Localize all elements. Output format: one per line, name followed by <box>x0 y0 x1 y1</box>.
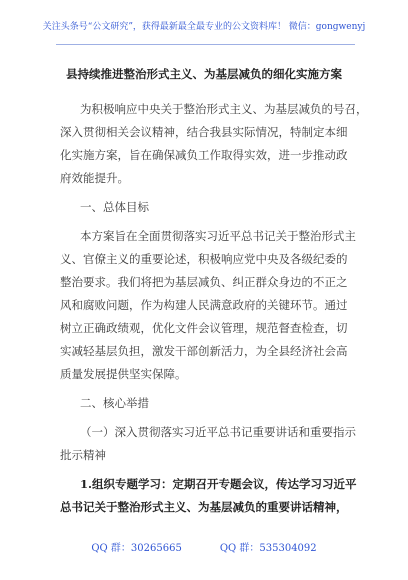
footer-qq-group-2: QQ 群：535304092 <box>219 543 317 554</box>
footer-qq-group-1: QQ 群：30265665 <box>91 543 182 554</box>
subsection-heading: （一）深入贯彻落实习近平总书记重要讲话和重要指示 <box>80 425 356 439</box>
bold-item: 总书记关于整治形式主义、为基层减负的重要讲话精神， <box>60 500 348 514</box>
header-banner: 关注头条号“公文研究”，获得最新最全最专业的公文资料库！ 微信：gongwenyj <box>42 22 366 32</box>
document-title: 县持续推进整治形式主义、为基层减负的细化实施方案 <box>66 67 342 81</box>
section-heading: 一、总体目标 <box>80 200 149 214</box>
body-line: 整治要求。我们将把为基层减负、纠正群众身边的不正之 <box>60 275 348 289</box>
body-line: 为积极响应中央关于整治形式主义、为基层减负的号召， <box>80 102 368 116</box>
section-heading: 二、核心举措 <box>80 396 149 410</box>
body-line: 本方案旨在全面贯彻落实习近平总书记关于整治形式主 <box>80 229 356 243</box>
body-line: 质量发展提供坚实保障。 <box>60 367 187 381</box>
body-line: 府效能提升。 <box>60 171 129 185</box>
footer <box>0 539 408 554</box>
body-line: 化实施方案，旨在确保减负工作取得实效，进一步推动政 <box>60 148 348 162</box>
body-line: 树立正确政绩观，优化文件会议管理，规范督查检查，切 <box>60 321 348 335</box>
body-line: 义、官僚主义的重要论述，积极响应党中央及各级纪委的 <box>60 252 348 266</box>
body-line: 风和腐败问题，作为构建人民满意政府的关键环节。通过 <box>60 298 348 312</box>
bold-item: 1.组织专题学习：定期召开专题会议，传达学习习近平 <box>80 477 357 491</box>
header-divider <box>56 44 355 45</box>
body-line: 实减轻基层负担，激发干部创新活力，为全县经济社会高 <box>60 344 348 358</box>
subsection-heading: 批示精神 <box>60 448 106 462</box>
body-line: 深入贯彻相关会议精神，结合我县实际情况，特制定本细 <box>60 125 348 139</box>
